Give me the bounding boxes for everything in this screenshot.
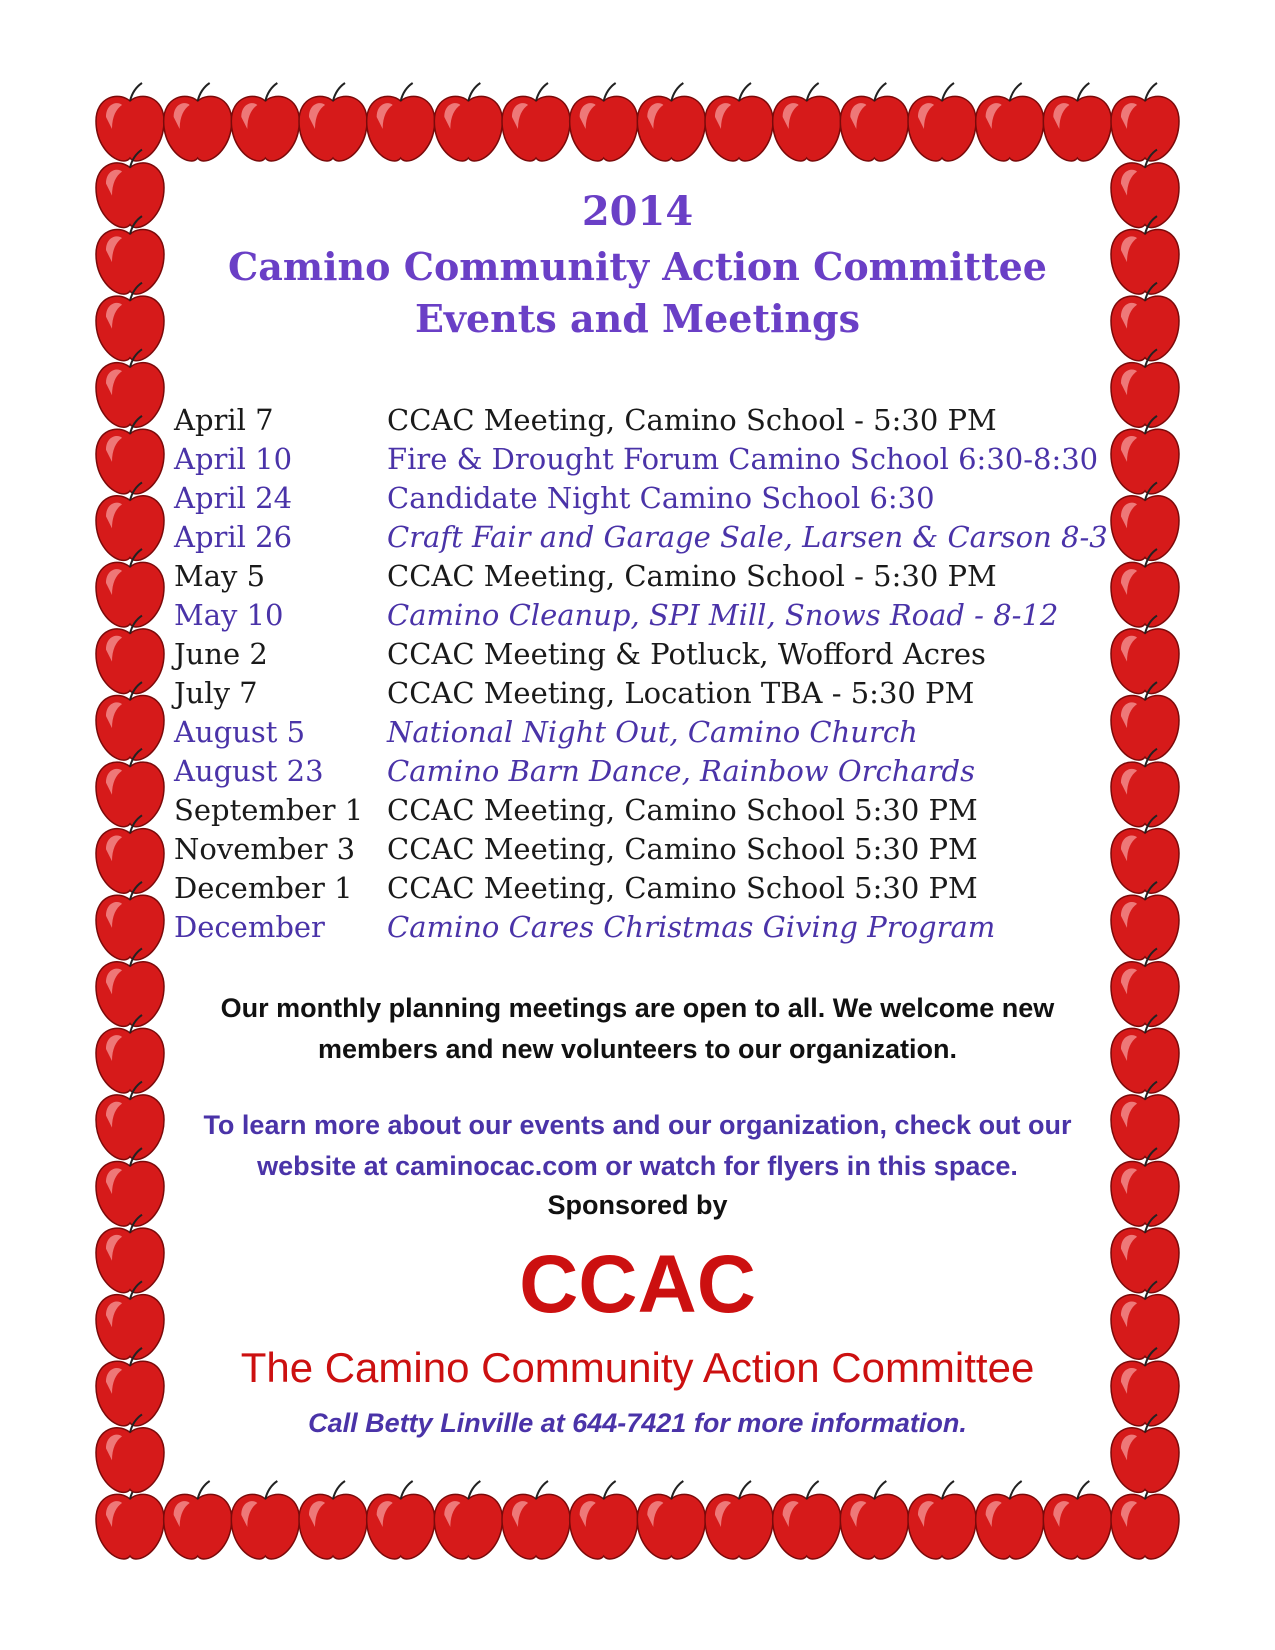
apple-icon <box>231 1481 299 1559</box>
apple-icon <box>96 682 164 760</box>
event-description: CCAC Meeting, Camino School 5:30 PM <box>387 870 978 905</box>
event-date: July 7 <box>174 675 258 710</box>
event-row <box>174 751 1134 790</box>
year-heading: 2014 <box>581 188 694 235</box>
apple-icon <box>705 1481 773 1559</box>
sponsored-by-label: Sponsored by <box>547 1190 728 1220</box>
apple-icon <box>773 83 841 161</box>
event-description: Camino Cleanup, SPI Mill, Snows Road - 8-12 <box>387 597 1059 632</box>
event-row <box>174 673 1134 712</box>
apple-icon <box>908 83 976 161</box>
page-title: Camino Community Action Committee <box>228 244 1047 289</box>
apple-icon <box>637 1481 705 1559</box>
apple-icon <box>96 616 164 694</box>
event-row <box>174 517 1134 556</box>
event-description: CCAC Meeting, Camino School - 5:30 PM <box>387 558 997 593</box>
event-row <box>174 829 1134 868</box>
event-row <box>174 400 1134 439</box>
event-date: May 10 <box>174 597 284 632</box>
event-date: August 5 <box>174 714 306 749</box>
event-row <box>174 439 1134 478</box>
learn-more-line: To learn more about our events and our organization, check out our <box>203 1110 1072 1140</box>
event-row <box>174 790 1134 829</box>
event-row <box>174 712 1134 751</box>
apple-icon <box>908 1481 976 1559</box>
event-date: April 24 <box>174 480 293 515</box>
apple-icon <box>976 83 1044 161</box>
apple-icon <box>1111 1481 1179 1559</box>
organization-name: The Camino Community Action Committee <box>240 1344 1035 1391</box>
apple-icon <box>231 83 299 161</box>
apple-icon <box>299 83 367 161</box>
event-row <box>174 478 1134 517</box>
event-description: National Night Out, Camino Church <box>387 714 918 749</box>
contact-info: Call Betty Linville at 644-7421 for more information. <box>308 1408 967 1438</box>
event-date: May 5 <box>174 558 266 593</box>
apple-icon <box>96 482 164 560</box>
event-date: April 7 <box>174 402 274 437</box>
event-date: April 26 <box>174 519 293 554</box>
apple-icon <box>96 815 164 893</box>
apple-icon <box>96 882 164 960</box>
apple-icon <box>96 549 164 627</box>
event-date: December <box>174 909 325 944</box>
event-row <box>174 868 1134 907</box>
learn-more-note <box>150 1105 1125 1187</box>
event-date: April 10 <box>174 441 293 476</box>
page-subtitle: Events and Meetings <box>414 296 861 341</box>
apple-icon <box>299 1481 367 1559</box>
event-date: September 1 <box>174 792 364 827</box>
apple-icon <box>502 1481 570 1559</box>
apple-icon <box>773 1481 841 1559</box>
event-row <box>174 634 1134 673</box>
event-description: Craft Fair and Garage Sale, Larsen & Carson 8-3 <box>387 519 1108 554</box>
apple-icon <box>96 83 164 161</box>
event-description: Fire & Drought Forum Camino School 6:30-8:30 <box>387 441 1099 476</box>
ccac-logo: CCAC <box>519 1239 756 1330</box>
event-description: Candidate Night Camino School 6:30 <box>387 480 935 515</box>
apple-icon <box>502 83 570 161</box>
apple-icon <box>434 83 502 161</box>
apple-icon <box>96 1481 164 1559</box>
apple-icon <box>840 83 908 161</box>
event-description: CCAC Meeting, Camino School 5:30 PM <box>387 792 978 827</box>
event-description: Camino Cares Christmas Giving Program <box>387 909 996 944</box>
apple-icon <box>367 83 435 161</box>
apple-icon <box>637 83 705 161</box>
apple-icon <box>705 83 773 161</box>
event-description: Camino Barn Dance, Rainbow Orchards <box>387 753 975 788</box>
event-description: CCAC Meeting, Location TBA - 5:30 PM <box>387 675 975 710</box>
event-description: CCAC Meeting, Camino School 5:30 PM <box>387 831 978 866</box>
apple-icon <box>570 1481 638 1559</box>
apple-icon <box>570 83 638 161</box>
apple-icon <box>96 349 164 427</box>
apple-icon <box>1111 83 1179 161</box>
event-row <box>174 556 1134 595</box>
apple-icon <box>164 1481 232 1559</box>
event-date: December 1 <box>174 870 353 905</box>
open-meetings-note <box>150 988 1125 1070</box>
learn-more-line: website at caminocac.com or watch for flyers in this space. <box>257 1151 1018 1181</box>
apple-icon <box>434 1481 502 1559</box>
apple-icon <box>1043 1481 1111 1559</box>
event-row <box>174 907 1134 946</box>
apple-icon <box>367 1481 435 1559</box>
apple-icon <box>96 749 164 827</box>
event-row <box>174 595 1134 634</box>
apple-icon <box>840 1481 908 1559</box>
open-meetings-line: members and new volunteers to our organization. <box>317 1034 958 1064</box>
apple-icon <box>1043 83 1111 161</box>
apple-icon <box>164 83 232 161</box>
open-meetings-line: Our monthly planning meetings are open to all. We welcome new <box>220 993 1055 1023</box>
event-description: CCAC Meeting & Potluck, Wofford Acres <box>387 636 986 671</box>
apple-icon <box>96 416 164 494</box>
apple-icon <box>976 1481 1044 1559</box>
event-date: June 2 <box>174 636 268 671</box>
events-list <box>174 400 1134 946</box>
event-date: November 3 <box>174 831 356 866</box>
event-description: CCAC Meeting, Camino School - 5:30 PM <box>387 402 997 437</box>
event-date: August 23 <box>174 753 324 788</box>
